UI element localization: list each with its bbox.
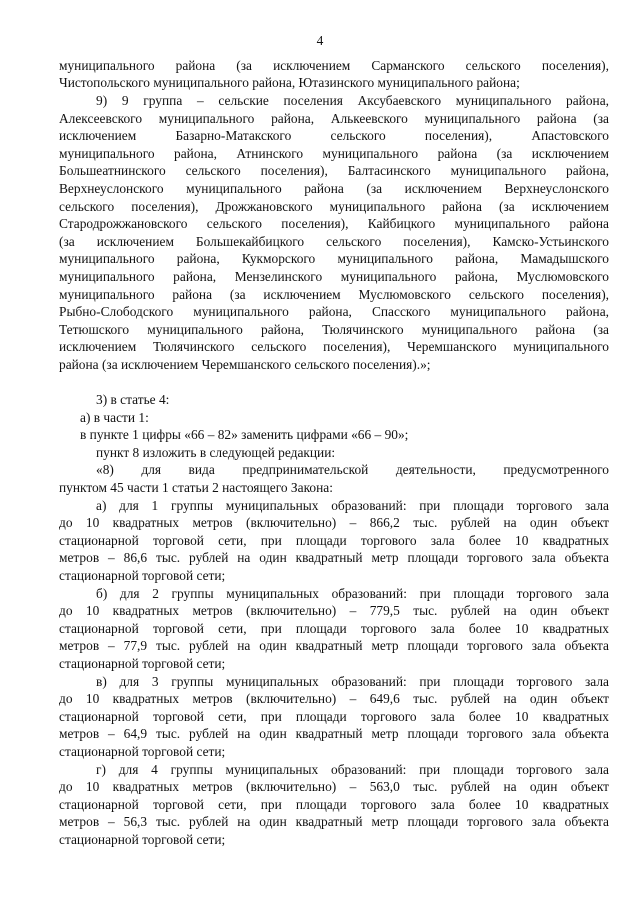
text-line: сельского поселения), Дрожжановского муниципального района (за исключением bbox=[59, 199, 609, 214]
text-line: метров – 86,6 тыс. рублей на один квадратный метр площади торгового зала объекта bbox=[59, 550, 609, 565]
text-line: Рыбно-Слободского муниципального района, Спасского муниципального района, bbox=[59, 304, 609, 319]
text-line: стационарной торговой сети; bbox=[59, 744, 226, 759]
text-line: стационарной торговой сети; bbox=[59, 832, 226, 847]
text-line: стационарной торговой сети, при площади торгового зала более 10 квадратных bbox=[59, 533, 609, 548]
text-line: б) для 2 группы муниципальных образований: при площади торгового зала bbox=[96, 586, 609, 601]
text-line: до 10 квадратных метров (включительно) – 866,2 тыс. рублей на один объект bbox=[59, 515, 609, 530]
text-line: (за исключением Большекайбицкого сельского поселения), Камско-Устьинского bbox=[59, 234, 609, 249]
text-line: муниципального района (за исключением Сарманского сельского поселения), bbox=[59, 58, 609, 73]
text-line: муниципального района (за исключением Муслюмовского сельского поселения), bbox=[59, 287, 609, 302]
text-line: метров – 56,3 тыс. рублей на один квадратный метр площади торгового зала объекта bbox=[59, 814, 609, 829]
text-line: пункт 8 изложить в следующей редакции: bbox=[96, 445, 336, 460]
text-line: стационарной торговой сети; bbox=[59, 656, 226, 671]
text-line: муниципального района, Кукморского муниципального района, Мамадышского bbox=[59, 251, 609, 266]
text-line: пунктом 45 части 1 статьи 2 настоящего Закона: bbox=[59, 480, 333, 495]
text-line: исключением Тюлячинского сельского поселения), Черемшанского муниципального bbox=[59, 339, 609, 354]
text-line: исключением Базарно-Матакского сельского поселения), Апастовского bbox=[59, 128, 609, 143]
text-line: в пункте 1 цифры «66 – 82» заменить цифрами «66 – 90»; bbox=[80, 427, 409, 442]
text-line: Стародрожжановского сельского поселения), Кайбицкого муниципального района bbox=[59, 216, 609, 231]
text-line: 9) 9 группа – сельские поселения Аксубаевского муниципального района, bbox=[96, 93, 609, 108]
text-line: в) для 3 группы муниципальных образований: при площади торгового зала bbox=[96, 674, 609, 689]
text-line: стационарной торговой сети; bbox=[59, 568, 226, 583]
text-line: до 10 квадратных метров (включительно) – 649,6 тыс. рублей на один объект bbox=[59, 691, 609, 706]
text-line: метров – 64,9 тыс. рублей на один квадратный метр площади торгового зала объекта bbox=[59, 726, 609, 741]
text-line: а) для 1 группы муниципальных образований: при площади торгового зала bbox=[96, 498, 609, 513]
text-line: муниципального района, Атнинского муниципального района (за исключением bbox=[59, 146, 609, 161]
text-line: Большеатнинского сельского поселения), Балтасинского муниципального района, bbox=[59, 163, 609, 178]
text-line: Верхнеуслонского муниципального района (за исключением Верхнеуслонского bbox=[59, 181, 609, 196]
text-line: до 10 квадратных метров (включительно) – 779,5 тыс. рублей на один объект bbox=[59, 603, 609, 618]
text-line: Чистопольского муниципального района, Ютазинского муниципального района; bbox=[59, 75, 520, 90]
text-line: Тетюшского муниципального района, Тюлячинского муниципального района (за bbox=[59, 322, 609, 337]
text-line: района (за исключением Черемшанского сельского поселения).»; bbox=[59, 357, 431, 372]
text-line: 3) в статье 4: bbox=[96, 392, 170, 407]
text-line: муниципального района, Мензелинского муниципального района, Муслюмовского bbox=[59, 269, 609, 284]
text-line: стационарной торговой сети, при площади торгового зала более 10 квадратных bbox=[59, 709, 609, 724]
text-line: «8) для вида предпринимательской деятельности, предусмотренного bbox=[96, 462, 609, 477]
text-line: стационарной торговой сети, при площади торгового зала более 10 квадратных bbox=[59, 621, 609, 636]
text-line: метров – 77,9 тыс. рублей на один квадратный метр площади торгового зала объекта bbox=[59, 638, 609, 653]
text-line: до 10 квадратных метров (включительно) – 563,0 тыс. рублей на один объект bbox=[59, 779, 609, 794]
text-line: Алексеевского муниципального района, Алькеевского муниципального района (за bbox=[59, 111, 609, 126]
page-number: 4 bbox=[316, 33, 324, 48]
text-line: стационарной торговой сети, при площади торгового зала более 10 квадратных bbox=[59, 797, 609, 812]
text-line: г) для 4 группы муниципальных образований: при площади торгового зала bbox=[96, 762, 609, 777]
text-line: а) в части 1: bbox=[80, 410, 149, 425]
